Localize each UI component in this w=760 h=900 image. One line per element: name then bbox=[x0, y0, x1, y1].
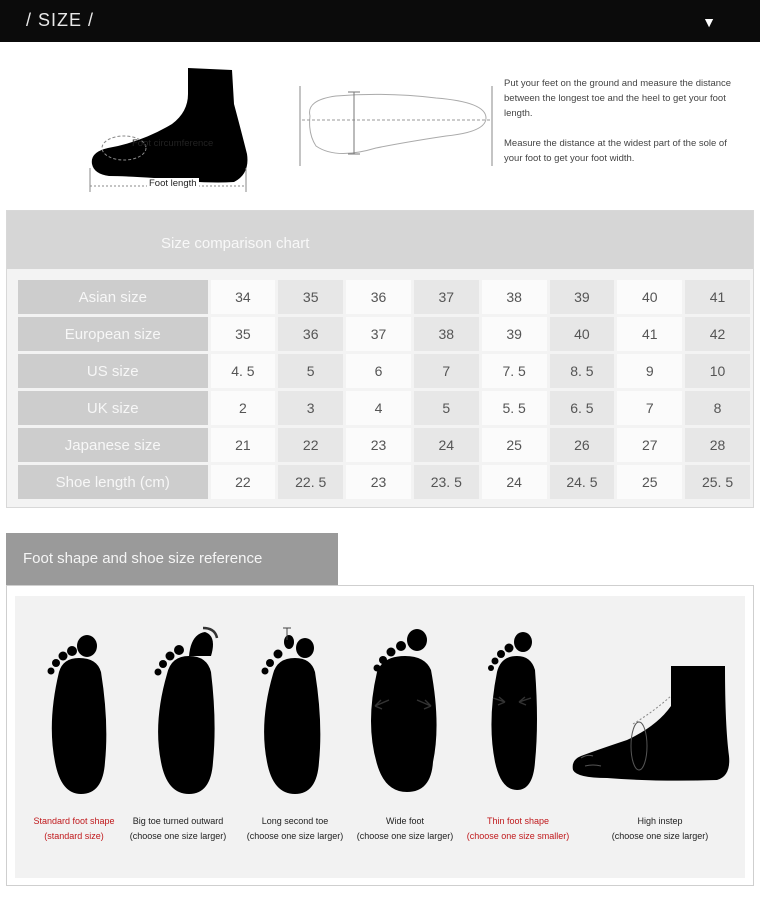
caption-title: Big toe turned outward bbox=[132, 816, 224, 826]
caption-advice: (standard size) bbox=[44, 831, 104, 841]
table-cell: 35 bbox=[278, 280, 343, 314]
foot-shape-caption bbox=[123, 814, 233, 844]
table-row bbox=[18, 280, 750, 314]
table-cell: 6. 5 bbox=[550, 391, 615, 425]
table-cell: 7. 5 bbox=[482, 354, 547, 388]
table-cell: 38 bbox=[482, 280, 547, 314]
row-label: UK size bbox=[18, 391, 208, 425]
row-label: Japanese size bbox=[18, 428, 208, 462]
triangle-down-icon[interactable]: ▼ bbox=[702, 14, 716, 30]
caption-title: Wide foot bbox=[385, 816, 425, 826]
table-cell: 7 bbox=[414, 354, 479, 388]
table-row bbox=[18, 354, 750, 388]
table-cell: 41 bbox=[685, 280, 750, 314]
size-comparison-panel bbox=[6, 210, 754, 508]
table-cell: 22 bbox=[211, 465, 276, 499]
table-cell: 24 bbox=[414, 428, 479, 462]
row-label: US size bbox=[18, 354, 208, 388]
table-cell: 40 bbox=[550, 317, 615, 351]
table-cell: 40 bbox=[617, 280, 682, 314]
table-cell: 23 bbox=[346, 428, 411, 462]
size-table bbox=[15, 277, 753, 502]
table-cell: 25 bbox=[482, 428, 547, 462]
table-cell: 27 bbox=[617, 428, 682, 462]
table-cell: 5 bbox=[414, 391, 479, 425]
thin-foot-icon bbox=[475, 626, 555, 794]
reference-title: Foot shape and shoe size reference bbox=[23, 550, 263, 567]
high-instep-icon bbox=[567, 666, 737, 796]
table-cell: 21 bbox=[211, 428, 276, 462]
caption-advice: (choose one size larger) bbox=[611, 831, 709, 841]
measurement-section bbox=[0, 42, 760, 210]
table-cell: 10 bbox=[685, 354, 750, 388]
foot-shape-caption bbox=[237, 814, 353, 844]
table-cell: 26 bbox=[550, 428, 615, 462]
reference-panel bbox=[6, 585, 754, 886]
table-row bbox=[18, 317, 750, 351]
table-cell: 22. 5 bbox=[278, 465, 343, 499]
table-row bbox=[18, 428, 750, 462]
table-cell: 39 bbox=[550, 280, 615, 314]
caption-advice: (choose one size larger) bbox=[129, 831, 227, 841]
table-cell: 5. 5 bbox=[482, 391, 547, 425]
table-cell: 25. 5 bbox=[685, 465, 750, 499]
chart-title-bar bbox=[7, 211, 753, 269]
table-cell: 38 bbox=[414, 317, 479, 351]
table-cell: 37 bbox=[414, 280, 479, 314]
foot-sole-illustration bbox=[296, 86, 496, 166]
table-cell: 24. 5 bbox=[550, 465, 615, 499]
table-cell: 41 bbox=[617, 317, 682, 351]
table-row bbox=[18, 391, 750, 425]
foot-shape-caption bbox=[15, 814, 133, 844]
caption-title: Standard foot shape bbox=[33, 816, 115, 826]
table-cell: 24 bbox=[482, 465, 547, 499]
caption-title: Long second toe bbox=[261, 816, 329, 826]
foot-length-label: Foot length bbox=[149, 178, 197, 189]
foot-shape-caption bbox=[585, 814, 735, 844]
header-bar bbox=[0, 0, 760, 42]
foot-circumference-label: Foot circumference bbox=[132, 138, 214, 149]
table-cell: 23 bbox=[346, 465, 411, 499]
long-second-toe-icon bbox=[251, 626, 336, 796]
table-cell: 5 bbox=[278, 354, 343, 388]
table-cell: 6 bbox=[346, 354, 411, 388]
caption-title: High instep bbox=[637, 816, 683, 826]
table-cell: 34 bbox=[211, 280, 276, 314]
header-title: / SIZE / bbox=[26, 10, 95, 30]
caption-advice: (choose one size larger) bbox=[356, 831, 454, 841]
caption-advice: (choose one size smaller) bbox=[466, 831, 570, 841]
table-cell: 8. 5 bbox=[550, 354, 615, 388]
reference-tab bbox=[6, 533, 338, 585]
table-row bbox=[18, 465, 750, 499]
wide-foot-icon bbox=[361, 628, 451, 796]
table-cell: 7 bbox=[617, 391, 682, 425]
big-toe-outward-icon bbox=[145, 626, 230, 796]
table-cell: 28 bbox=[685, 428, 750, 462]
length-instructions: Put your feet on the ground and measure the distance between the longest toe and the heel to get your foot length. bbox=[504, 78, 732, 119]
table-cell: 23. 5 bbox=[414, 465, 479, 499]
table-cell: 35 bbox=[211, 317, 276, 351]
table-cell: 22 bbox=[278, 428, 343, 462]
table-cell: 39 bbox=[482, 317, 547, 351]
foot-shape-caption bbox=[349, 814, 461, 844]
table-cell: 3 bbox=[278, 391, 343, 425]
caption-advice: (choose one size larger) bbox=[246, 831, 344, 841]
reference-inner bbox=[15, 596, 745, 878]
table-cell: 8 bbox=[685, 391, 750, 425]
table-cell: 2 bbox=[211, 391, 276, 425]
table-cell: 9 bbox=[617, 354, 682, 388]
chart-title: Size comparison chart bbox=[161, 235, 310, 252]
table-cell: 4. 5 bbox=[211, 354, 276, 388]
foot-shape-caption bbox=[459, 814, 577, 844]
table-cell: 36 bbox=[278, 317, 343, 351]
width-instructions: Measure the distance at the widest part of the sole of your foot to get your foot width. bbox=[504, 138, 727, 164]
table-cell: 4 bbox=[346, 391, 411, 425]
foot-side-illustration bbox=[84, 64, 254, 194]
standard-foot-icon bbox=[39, 632, 119, 797]
row-label: Shoe length (cm) bbox=[18, 465, 208, 499]
table-cell: 42 bbox=[685, 317, 750, 351]
table-cell: 36 bbox=[346, 280, 411, 314]
table-cell: 25 bbox=[617, 465, 682, 499]
caption-title: Thin foot shape bbox=[486, 816, 550, 826]
row-label: European size bbox=[18, 317, 208, 351]
row-label: Asian size bbox=[18, 280, 208, 314]
table-cell: 37 bbox=[346, 317, 411, 351]
